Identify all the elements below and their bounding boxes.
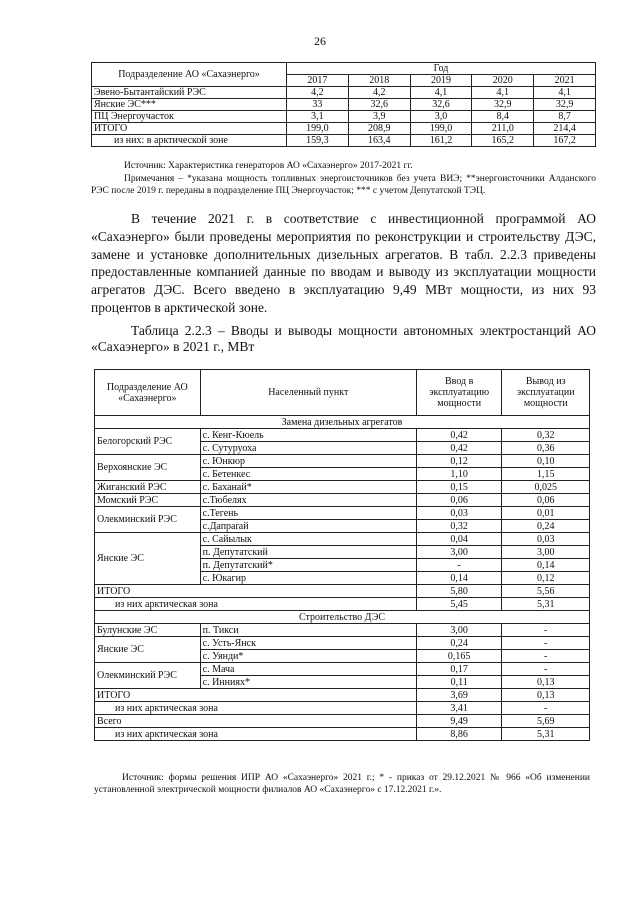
division-cell: Жиганский РЭС xyxy=(95,481,201,494)
table-row xyxy=(92,111,596,123)
table2-title: Таблица 2.2.3 – Вводы и выводы мощности автономных электростанций АО «Сахаэнерго» в 2021 г., МВт xyxy=(91,323,596,354)
table-row xyxy=(95,429,590,442)
value-cell: 167,2 xyxy=(534,135,596,147)
division-cell: Янские ЭС xyxy=(95,533,201,585)
decommissioning-cell: 5,31 xyxy=(502,728,590,741)
division-cell: Янские ЭС*** xyxy=(92,99,287,111)
table1-source: Источник: Характеристика генераторов АО «Сахаэнерго» 2017-2021 гг. xyxy=(124,161,413,171)
division-cell: Момский РЭС xyxy=(95,494,201,507)
division-header: Подразделение АО «Сахаэнерго» xyxy=(95,370,201,416)
commissioning-cell: 9,49 xyxy=(416,715,502,728)
commissioning-cell: - xyxy=(416,559,502,572)
commissioning-cell: 3,00 xyxy=(416,546,502,559)
table-row xyxy=(95,455,590,468)
grand-total-label: Всего xyxy=(95,715,417,728)
table-row xyxy=(92,87,596,99)
table-row xyxy=(95,637,590,650)
division-cell: Олекминский РЭС xyxy=(95,663,201,689)
total-label: ИТОГО xyxy=(95,585,417,598)
settlement-cell: с. Сайылык xyxy=(200,533,416,546)
value-cell: 4,1 xyxy=(534,87,596,99)
commissioning-cell: 8,86 xyxy=(416,728,502,741)
table-row xyxy=(92,123,596,135)
section-header: Замена дизельных агрегатов xyxy=(95,416,590,429)
value-cell: 211,0 xyxy=(472,123,534,135)
decommissioning-cell: 0,14 xyxy=(502,559,590,572)
division-cell: Булунские ЭС xyxy=(95,624,201,637)
commissioning-cell: 3,41 xyxy=(416,702,502,715)
value-cell: 4,1 xyxy=(472,87,534,99)
division-cell: Верхоянские ЭС xyxy=(95,455,201,481)
decommissioning-cell: 0,025 xyxy=(502,481,590,494)
settlement-cell: с.Тюбелях xyxy=(200,494,416,507)
commissioning-cell: 0,42 xyxy=(416,429,502,442)
division-cell: ПЦ Энергоучасток xyxy=(92,111,287,123)
commissioning-cell: 0,17 xyxy=(416,663,502,676)
table-row xyxy=(92,99,596,111)
year-cell: 2017 xyxy=(287,75,349,87)
table2-source: Источник: формы решения ИПР АО «Сахаэнерго» 2021 г.; * - приказ от 29.12.2021 № 966 «Об изменении установленной электрической мощности филиалов АО «Сахаэнерго» с 17.12.2021 г.». xyxy=(94,773,590,795)
value-cell: 163,4 xyxy=(348,135,410,147)
commissioning-cell: 0,24 xyxy=(416,637,502,650)
commissioning-cell: 3,00 xyxy=(416,624,502,637)
value-cell: 159,3 xyxy=(287,135,349,147)
decommissioning-cell: 0,13 xyxy=(502,676,590,689)
settlement-cell: с. Кенг-Кюель xyxy=(200,429,416,442)
decommissioning-cell: 5,31 xyxy=(502,598,590,611)
table-row xyxy=(92,135,596,147)
value-cell: 208,9 xyxy=(348,123,410,135)
table1-notes: Примечания – *указана мощность топливных энергоисточников без учета ВИЭ; **энергоисточники Алданского РЭС после 2019 г. переданы в подразделение ПЦ Энергоучасток; *** с учетом Депутатской ТЭЦ. xyxy=(91,174,596,196)
decommissioning-cell: 0,06 xyxy=(502,494,590,507)
total-row xyxy=(95,689,590,702)
commissioning-header: Ввод в эксплуатацию мощности xyxy=(416,370,502,416)
settlement-cell: с. Баханай* xyxy=(200,481,416,494)
decommissioning-header: Вывод из эксплуатации мощности xyxy=(502,370,590,416)
decommissioning-cell: - xyxy=(502,637,590,650)
value-cell: 3,9 xyxy=(348,111,410,123)
decommissioning-cell: 0,36 xyxy=(502,442,590,455)
value-cell: 4,2 xyxy=(348,87,410,99)
decommissioning-cell: 0,13 xyxy=(502,689,590,702)
decommissioning-cell: 0,32 xyxy=(502,429,590,442)
decommissioning-cell: 1,15 xyxy=(502,468,590,481)
commissioning-cell: 0,04 xyxy=(416,533,502,546)
decommissioning-cell: 3,00 xyxy=(502,546,590,559)
arctic-row xyxy=(95,598,590,611)
decommissioning-cell: 0,03 xyxy=(502,533,590,546)
settlement-cell: п. Тикси xyxy=(200,624,416,637)
division-cell: из них: в арктической зоне xyxy=(92,135,287,147)
settlement-cell: с. Инниях* xyxy=(200,676,416,689)
commissioning-cell: 0,11 xyxy=(416,676,502,689)
capacity-changes-table xyxy=(94,369,590,741)
arctic-row xyxy=(95,728,590,741)
page-number: 26 xyxy=(314,34,326,48)
year-header: Год xyxy=(287,63,596,75)
arctic-label: из них арктическая зона xyxy=(95,598,417,611)
settlement-cell: с. Юнкюр xyxy=(200,455,416,468)
settlement-cell: с.Дапparaй xyxy=(200,520,416,533)
value-cell: 4,2 xyxy=(287,87,349,99)
value-cell: 165,2 xyxy=(472,135,534,147)
table-row xyxy=(95,533,590,546)
settlement-cell: с. Уянди* xyxy=(200,650,416,663)
body-paragraph: В течение 2021 г. в соответствие с инвестиционной программой АО «Сахаэнерго» были проведены мероприятия по реконструкции и строительству ДЭС, замене и установке дополнительных дизельных агрегатов. В табл. 2.2.3 приведены предоставленные компанией данные по вводам и выводу из эксплуатации мощности агрегатов ДЭС. Всего введено в эксплуатацию 9,49 МВт мощности, из них 93 процентов в арктической зоне. xyxy=(91,211,596,315)
value-cell: 8,4 xyxy=(472,111,534,123)
division-cell: Белогорский РЭС xyxy=(95,429,201,455)
total-row xyxy=(95,585,590,598)
value-cell: 3,1 xyxy=(287,111,349,123)
commissioning-cell: 1,10 xyxy=(416,468,502,481)
decommissioning-cell: 0,01 xyxy=(502,507,590,520)
generation-capacity-table xyxy=(91,62,596,147)
decommissioning-cell: - xyxy=(502,624,590,637)
value-cell: 32,9 xyxy=(534,99,596,111)
value-cell: 4,1 xyxy=(410,87,472,99)
decommissioning-cell: 0,10 xyxy=(502,455,590,468)
commissioning-cell: 0,12 xyxy=(416,455,502,468)
commissioning-cell: 0,165 xyxy=(416,650,502,663)
value-cell: 32,6 xyxy=(410,99,472,111)
decommissioning-cell: - xyxy=(502,650,590,663)
commissioning-cell: 0,42 xyxy=(416,442,502,455)
division-cell: Эвено-Бытантайский РЭС xyxy=(92,87,287,99)
table-row xyxy=(95,481,590,494)
decommissioning-cell: 0,24 xyxy=(502,520,590,533)
settlement-header: Населенный пункт xyxy=(200,370,416,416)
value-cell: 214,4 xyxy=(534,123,596,135)
decommissioning-cell: 0,12 xyxy=(502,572,590,585)
value-cell: 32,9 xyxy=(472,99,534,111)
value-cell: 8,7 xyxy=(534,111,596,123)
settlement-cell: с. Сутуруоха xyxy=(200,442,416,455)
year-cell: 2019 xyxy=(410,75,472,87)
value-cell: 161,2 xyxy=(410,135,472,147)
settlement-cell: с. Юкагир xyxy=(200,572,416,585)
value-cell: 199,0 xyxy=(287,123,349,135)
commissioning-cell: 5,45 xyxy=(416,598,502,611)
decommissioning-cell: - xyxy=(502,663,590,676)
value-cell: 33 xyxy=(287,99,349,111)
arctic-label: из них арктическая зона xyxy=(95,728,417,741)
table-row xyxy=(95,624,590,637)
commissioning-cell: 0,15 xyxy=(416,481,502,494)
value-cell: 199,0 xyxy=(410,123,472,135)
commissioning-cell: 0,14 xyxy=(416,572,502,585)
year-cell: 2020 xyxy=(472,75,534,87)
settlement-cell: с. Бетенкес xyxy=(200,468,416,481)
table-row xyxy=(95,507,590,520)
table-row xyxy=(95,494,590,507)
commissioning-cell: 3,69 xyxy=(416,689,502,702)
commissioning-cell: 0,06 xyxy=(416,494,502,507)
value-cell: 3,0 xyxy=(410,111,472,123)
settlement-cell: с. Мача xyxy=(200,663,416,676)
settlement-cell: п. Депутатский* xyxy=(200,559,416,572)
commissioning-cell: 0,03 xyxy=(416,507,502,520)
settlement-cell: с.Тегень xyxy=(200,507,416,520)
division-cell: Олекминский РЭС xyxy=(95,507,201,533)
division-cell: ИТОГО xyxy=(92,123,287,135)
division-cell: Янские ЭС xyxy=(95,637,201,663)
section-header: Строительство ДЭС xyxy=(95,611,590,624)
arctic-row xyxy=(95,702,590,715)
year-cell: 2018 xyxy=(348,75,410,87)
commissioning-cell: 0,32 xyxy=(416,520,502,533)
decommissioning-cell: 5,69 xyxy=(502,715,590,728)
commissioning-cell: 5,80 xyxy=(416,585,502,598)
total-label: ИТОГО xyxy=(95,689,417,702)
division-header: Подразделение АО «Сахаэнерго» xyxy=(92,63,287,87)
settlement-cell: с. Усть-Янск xyxy=(200,637,416,650)
settlement-cell: п. Депутатский xyxy=(200,546,416,559)
value-cell: 32,6 xyxy=(348,99,410,111)
grand-total-row xyxy=(95,715,590,728)
decommissioning-cell: - xyxy=(502,702,590,715)
decommissioning-cell: 5,56 xyxy=(502,585,590,598)
table-row xyxy=(95,663,590,676)
arctic-label: из них арктическая зона xyxy=(95,702,417,715)
year-cell: 2021 xyxy=(534,75,596,87)
